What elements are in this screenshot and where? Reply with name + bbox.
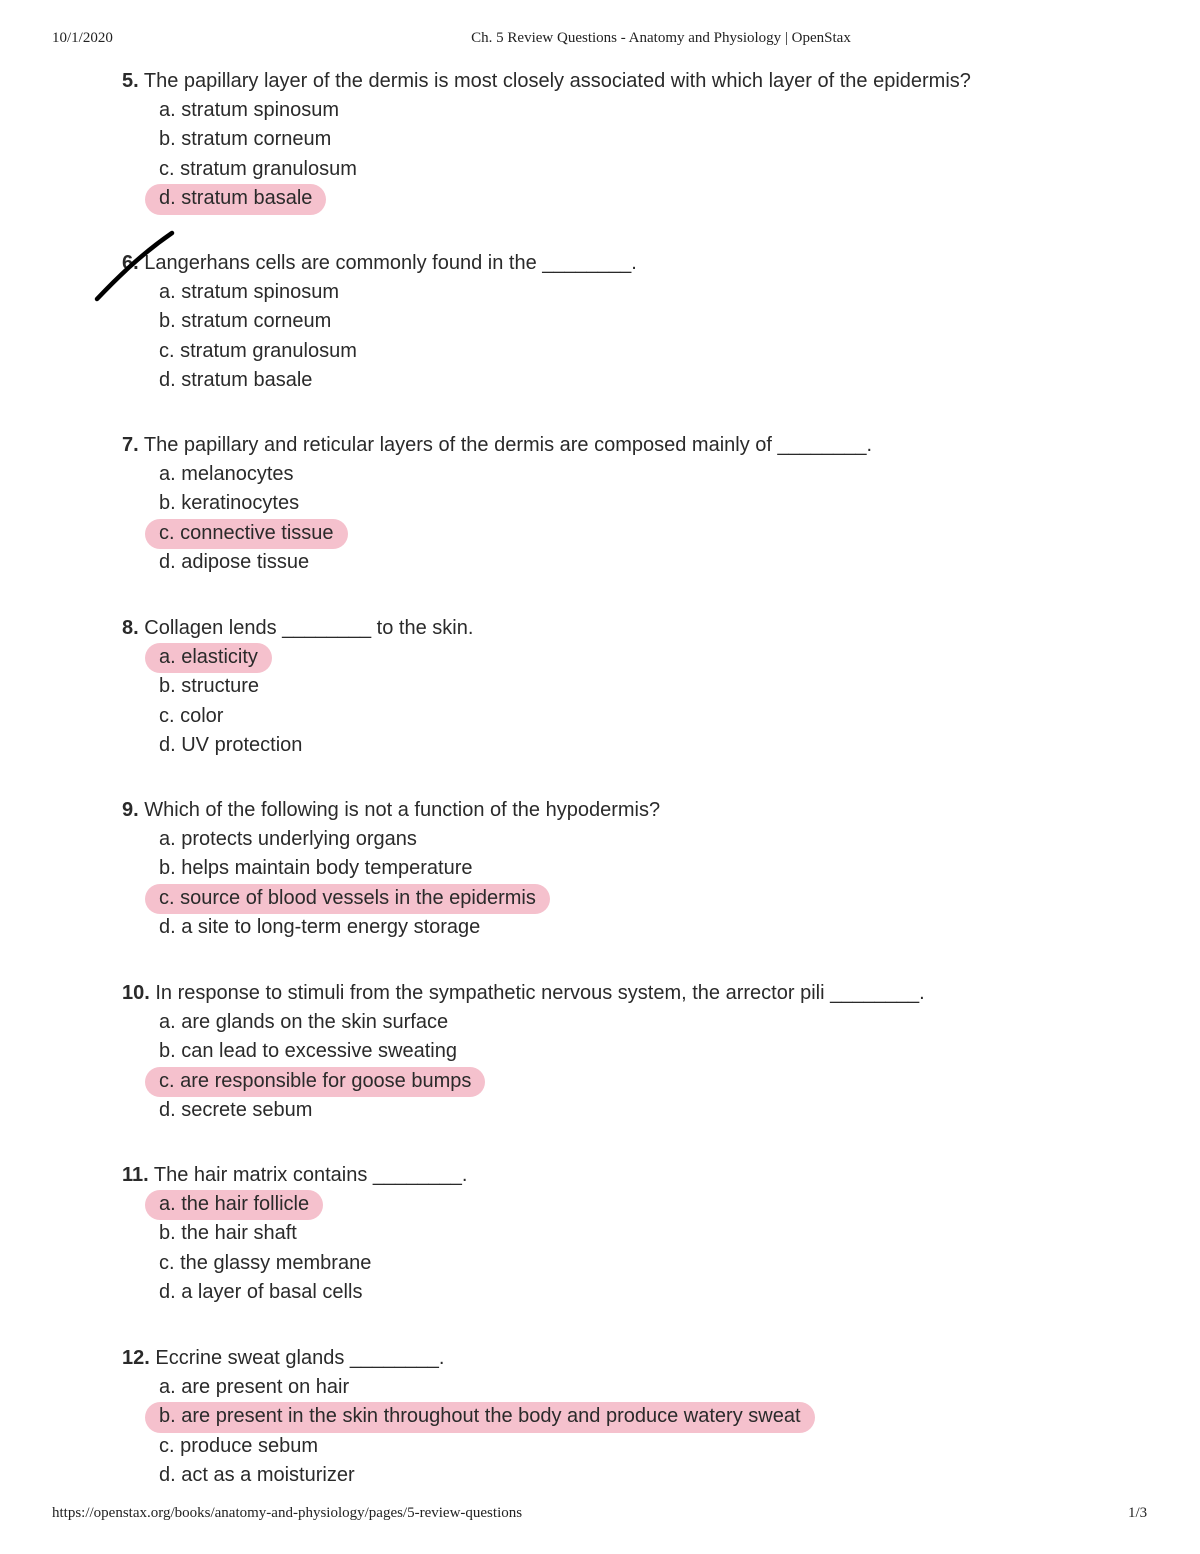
answer-option	[122, 278, 1172, 307]
answer-option	[122, 1037, 1172, 1066]
answer-option-text: a. stratum spinosum	[159, 281, 340, 303]
answer-option-text: a. stratum spinosum	[159, 99, 340, 121]
question-text: Collagen lends ________ to the skin.	[144, 617, 474, 639]
answer-option-text: d. stratum basale	[159, 184, 312, 213]
question-text: The papillary layer of the dermis is most closely associated with which layer of the epidermis?	[143, 70, 971, 92]
answer-option-text: c. produce sebum	[159, 1434, 318, 1457]
answer-option	[122, 672, 1172, 701]
answer-option-text: b. structure	[159, 675, 260, 698]
page-title: Ch. 5 Review Questions - Anatomy and Physiology | OpenStax	[471, 30, 851, 46]
question-number: 9.	[122, 799, 139, 821]
answer-option-highlighted	[122, 1067, 1172, 1096]
answer-option	[122, 1008, 1172, 1037]
answer-option	[122, 1373, 1172, 1402]
question-text: The papillary and reticular layers of the dermis are composed mainly of ________.	[143, 434, 873, 456]
answer-options	[122, 460, 1172, 578]
question-text: In response to stimuli from the sympathetic nervous system, the arrector pili ________.	[155, 982, 925, 1004]
question-7	[122, 431, 1172, 578]
question-stem	[122, 614, 1172, 643]
answer-option	[122, 913, 1172, 942]
answer-option	[122, 1461, 1172, 1490]
answer-option-highlighted	[122, 1402, 1172, 1431]
answer-options	[122, 96, 1172, 214]
answer-option-text: b. helps maintain body temperature	[159, 857, 473, 880]
answer-option-text: d. a layer of basal cells	[159, 1281, 363, 1304]
answer-option-highlighted	[122, 519, 1172, 548]
answer-option	[122, 548, 1172, 577]
answer-option	[122, 1432, 1172, 1461]
question-number: 10.	[122, 982, 150, 1004]
question-stem	[122, 67, 1172, 96]
answer-options	[122, 643, 1172, 761]
answer-options	[122, 1190, 1172, 1308]
question-number: 12.	[122, 1347, 150, 1369]
answer-option-text: c. stratum granulosum	[159, 339, 357, 362]
answer-option-text: a. are present on hair	[159, 1376, 350, 1398]
question-stem	[122, 249, 1172, 278]
page-number: 1/3	[1128, 1505, 1148, 1521]
answer-option-text: c. stratum granulosum	[159, 157, 357, 180]
answer-option	[122, 825, 1172, 854]
question-10	[122, 979, 1172, 1126]
answer-option-text: c. source of blood vessels in the epidermis	[159, 884, 536, 913]
answer-option-text: c. the glassy membrane	[159, 1251, 372, 1274]
question-stem	[122, 1344, 1172, 1373]
answer-option-text: c. color	[159, 704, 224, 727]
answer-option	[122, 96, 1172, 125]
question-number: 8.	[122, 617, 139, 639]
answer-option-text: b. the hair shaft	[159, 1222, 297, 1245]
answer-options	[122, 1008, 1172, 1126]
answer-option-text: d. act as a moisturizer	[159, 1464, 355, 1487]
answer-option-text: b. can lead to excessive sweating	[159, 1040, 457, 1063]
question-text: Langerhans cells are commonly found in the ________.	[144, 252, 637, 274]
question-text: The hair matrix contains ________.	[153, 1164, 468, 1186]
answer-option-text: a. melanocytes	[159, 463, 294, 485]
question-number: 6.	[122, 252, 139, 274]
question-6	[122, 249, 1172, 396]
question-5	[122, 67, 1172, 214]
answer-options	[122, 1373, 1172, 1491]
question-stem	[122, 1161, 1172, 1190]
question-9	[122, 796, 1172, 943]
answer-option	[122, 731, 1172, 760]
answer-option	[122, 337, 1172, 366]
question-stem	[122, 979, 1172, 1008]
answer-option	[122, 125, 1172, 154]
answer-option-text: d. adipose tissue	[159, 551, 310, 574]
answer-option-text: a. are glands on the skin surface	[159, 1011, 449, 1033]
answer-option-text: c. connective tissue	[159, 519, 334, 548]
answer-option-highlighted	[122, 184, 1172, 213]
answer-option-text: d. a site to long-term energy storage	[159, 916, 481, 939]
answer-option	[122, 1278, 1172, 1307]
answer-option-text: d. stratum basale	[159, 369, 313, 392]
answer-option-text: b. keratinocytes	[159, 492, 300, 515]
question-number: 5.	[122, 70, 139, 92]
question-number: 11.	[122, 1164, 149, 1186]
question-number: 7.	[122, 434, 139, 456]
answer-option	[122, 307, 1172, 336]
question-12	[122, 1344, 1172, 1491]
answer-option-text: a. the hair follicle	[159, 1190, 309, 1219]
answer-option-text: b. stratum corneum	[159, 310, 332, 333]
answer-option-highlighted	[122, 643, 1172, 672]
question-stem	[122, 796, 1172, 825]
answer-option	[122, 460, 1172, 489]
answer-option-text: a. protects underlying organs	[159, 828, 417, 850]
question-text: Eccrine sweat glands ________.	[155, 1347, 445, 1369]
answer-option	[122, 1096, 1172, 1125]
answer-option	[122, 854, 1172, 883]
answer-option	[122, 702, 1172, 731]
page-url: https://openstax.org/books/anatomy-and-physiology/pages/5-review-questions	[52, 1505, 523, 1521]
question-text: Which of the following is not a function of the hypodermis?	[144, 799, 661, 821]
question-11	[122, 1161, 1172, 1308]
answer-option	[122, 1219, 1172, 1248]
answer-option-text: d. secrete sebum	[159, 1099, 313, 1122]
answer-options	[122, 278, 1172, 396]
answer-option	[122, 155, 1172, 184]
answer-option	[122, 1249, 1172, 1278]
print-date: 10/1/2020	[52, 30, 113, 46]
answer-option-text: c. are responsible for goose bumps	[159, 1067, 471, 1096]
question-8	[122, 614, 1172, 761]
answer-option-text: a. elasticity	[159, 643, 258, 672]
answer-option-text: b. are present in the skin throughout the body and produce watery sweat	[159, 1402, 801, 1431]
check-mark-icon	[90, 225, 180, 305]
answer-option-text: d. UV protection	[159, 734, 303, 757]
answer-option-text: b. stratum corneum	[159, 128, 332, 151]
answer-options	[122, 825, 1172, 943]
answer-option	[122, 489, 1172, 518]
answer-option-highlighted	[122, 884, 1172, 913]
answer-option-highlighted	[122, 1190, 1172, 1219]
answer-option	[122, 366, 1172, 395]
question-stem	[122, 431, 1172, 460]
